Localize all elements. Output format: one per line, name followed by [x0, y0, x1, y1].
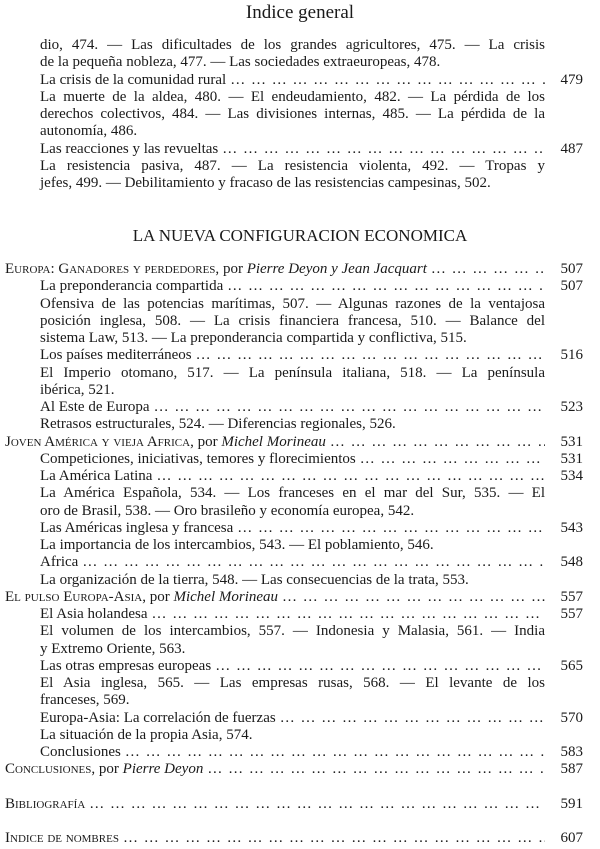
toc-entry-body [5, 434, 545, 451]
page-number: 531 [560, 433, 583, 450]
page-number: 587 [560, 761, 583, 778]
toc-description-line: posición inglesa, 508. — La crisis financiera francesa, 510. — Balance del [40, 312, 545, 329]
chapter-title: Joven América y vieja Africa, [5, 433, 194, 450]
toc-entry-label: Al Este de Europa [40, 399, 150, 415]
page-number: 516 [560, 347, 583, 364]
toc-bibliografia [0, 796, 600, 813]
toc-description-line: ibérica, 521. [40, 381, 115, 398]
toc-section [0, 261, 600, 779]
toc-entry-label [5, 261, 431, 278]
toc-description-line: La muerte de la aldea, 480. — El endeudamiento, 482. — La pérdida de los [40, 88, 545, 105]
toc-entry[interactable] [0, 468, 600, 485]
author-name: Michel Morineau [173, 588, 279, 605]
dot-leader [89, 796, 545, 813]
toc-entry-body [40, 710, 545, 727]
toc-entry[interactable] [0, 710, 600, 727]
page-number: 557 [560, 606, 583, 622]
page-number: 507 [560, 261, 583, 277]
dot-leader [196, 347, 545, 364]
dot-leader [151, 606, 545, 623]
toc-entry-body [5, 261, 545, 278]
toc-entry[interactable] [0, 261, 600, 278]
page-number: 531 [560, 450, 583, 467]
page-number: 548 [560, 554, 583, 571]
page-number: 583 [560, 744, 583, 760]
page-number: 507 [560, 278, 583, 295]
toc-description-line: franceses, 569. [40, 692, 130, 709]
toc-entry-body [40, 658, 545, 675]
toc-entry-label: El Asia holandesa [40, 606, 148, 622]
toc-entry[interactable] [0, 761, 600, 778]
dot-leader [330, 434, 545, 451]
dot-leader [123, 830, 545, 847]
dot-leader [215, 658, 545, 675]
page-number: 607 [560, 830, 583, 846]
toc-entry-body [40, 141, 545, 158]
toc-entry-body [40, 468, 545, 485]
page-title: Indice general [245, 2, 355, 23]
toc-description-line: y Extremo Oriente, 563. [40, 640, 186, 657]
toc-entry[interactable] [0, 141, 600, 158]
dot-leader [222, 141, 545, 158]
toc-description-line: El Imperio otomano, 517. — La península italiana, 518. — La península [40, 364, 545, 381]
toc-entry-label [5, 434, 330, 451]
toc-entry[interactable] [0, 399, 600, 416]
toc-entry-body [40, 606, 545, 623]
toc-description-line: Ofensiva de las potencias marítimas, 507. — Algunas razones de la ventajosa [40, 295, 545, 312]
por-text: por [193, 433, 222, 450]
toc-entry[interactable] [0, 554, 600, 571]
toc-entry-body [5, 830, 545, 847]
toc-entry-body [5, 796, 545, 813]
author-name: Pierre Deyon y Jean Jacquart [246, 261, 427, 277]
chapter-title: Conclusiones, [5, 761, 96, 778]
toc-entry-body [5, 761, 545, 778]
author-name: Michel Morineau [221, 433, 326, 450]
toc-description-line: derechos colectivos, 484. — Las divisiones internas, 485. — La pérdida de la [40, 106, 545, 122]
toc-indice-nombres [0, 830, 600, 847]
page-number: 523 [560, 399, 583, 415]
toc-entry-label: Las otras empresas europeas [40, 657, 212, 674]
toc-continuation [0, 37, 600, 192]
toc-description-line: autonomía, 486. [40, 123, 138, 140]
dot-leader [154, 399, 545, 416]
toc-description-line: de la pequeña nobleza, 477. — Las sociedades extraeuropeas, 478. [40, 54, 441, 71]
toc-entry-body [5, 589, 545, 606]
page-number: 591 [560, 796, 583, 812]
toc-entry[interactable] [0, 744, 600, 761]
toc-entry-label: Africa [40, 554, 79, 571]
toc-entry[interactable] [0, 451, 600, 468]
toc-entry[interactable] [0, 347, 600, 364]
dot-leader [156, 468, 545, 485]
toc-entry-body [40, 72, 545, 89]
toc-entry-label: La América Latina [40, 468, 153, 484]
toc-description-line: jefes, 499. — Debilitamiento y fracaso de las resistencias campesinas, 502. [40, 175, 491, 191]
toc-entry-label [5, 589, 282, 606]
dot-leader [230, 72, 545, 89]
toc-entry[interactable] [0, 830, 600, 847]
toc-entry-label: Conclusiones [40, 744, 121, 760]
toc-entry-body [40, 554, 545, 571]
author-name: Pierre Deyon [122, 761, 204, 778]
toc-entry-label: Indice de nombres [5, 830, 119, 846]
chapter-title: Europa: Ganadores y perdedores, [5, 261, 220, 277]
chapter-title: El pulso Europa-Asia, [5, 588, 146, 605]
toc-entry[interactable] [0, 796, 600, 813]
dot-leader [280, 710, 545, 727]
toc-entry-label: Las reacciones y las revueltas [40, 140, 219, 157]
dot-leader [227, 278, 545, 295]
toc-description-line: oro de Brasil, 538. — Oro brasileño y economía europea, 542. [40, 502, 415, 519]
toc-description-line: La situación de la propia Asia, 574. [40, 726, 253, 743]
toc-description-line: El volumen de los intercambios, 557. — Indonesia y Malasia, 561. — India [40, 623, 545, 640]
page-number: 479 [560, 71, 583, 88]
page-number: 557 [560, 588, 583, 605]
toc-entry-body [40, 278, 545, 295]
toc-entry[interactable] [0, 520, 600, 537]
dot-leader [82, 554, 545, 571]
toc-description-line: sistema Law, 513. — La preponderancia compartida y conflictiva, 515. [40, 330, 467, 346]
dot-leader [360, 451, 545, 468]
por-text: por [219, 261, 247, 277]
toc-entry-body [40, 520, 545, 537]
toc-entry-label: Los países mediterráneos [40, 347, 192, 364]
toc-entry-label: La preponderancia compartida [40, 278, 224, 295]
toc-entry[interactable] [0, 658, 600, 675]
toc-entry-body [40, 451, 545, 468]
toc-description-line: La organización de la tierra, 548. — Las consecuencias de la trata, 553. [40, 571, 469, 588]
dot-leader [207, 761, 545, 778]
toc-entry-label: Competiciones, iniciativas, temores y florecimientos [40, 450, 356, 467]
dot-leader [282, 589, 545, 606]
toc-entry[interactable] [0, 434, 600, 451]
por-text: por [95, 761, 123, 778]
dot-leader [431, 261, 545, 278]
section-heading: LA NUEVA CONFIGURACION ECONOMICA [132, 226, 468, 245]
dot-leader [125, 744, 545, 761]
toc-entry-label [5, 761, 207, 778]
toc-description-line: Retrasos estructurales, 524. — Diferencias regionales, 526. [40, 416, 396, 433]
page-number: 565 [560, 657, 583, 674]
toc-entry-body [40, 399, 545, 416]
toc-description-line: El Asia inglesa, 565. — Las empresas rusas, 568. — El levante de los [40, 675, 545, 691]
toc-entry-body [40, 744, 545, 761]
toc-entry-body [40, 347, 545, 364]
page-number: 543 [560, 519, 583, 536]
page-number: 487 [560, 140, 583, 157]
por-text: por [145, 588, 174, 605]
toc-entry-label: Europa-Asia: La correlación de fuerzas [40, 709, 276, 726]
toc-entry[interactable] [0, 72, 600, 89]
toc-entry[interactable] [0, 278, 600, 295]
toc-description-line: dio, 474. — Las dificultades de los grandes agricultores, 475. — La crisis [40, 37, 545, 53]
toc-description-line: La importancia de los intercambios, 543. — El poblamiento, 546. [40, 537, 434, 553]
toc-description-line: La América Española, 534. — Los franceses en el mar del Sur, 535. — El [40, 485, 545, 502]
dot-leader [237, 520, 545, 537]
page-number: 534 [560, 468, 583, 484]
toc-entry[interactable] [0, 589, 600, 606]
toc-description-line: La resistencia pasiva, 487. — La resistencia violenta, 492. — Tropas y [40, 157, 545, 174]
toc-entry-label: La crisis de la comunidad rural [40, 71, 227, 88]
toc-entry[interactable] [0, 606, 600, 623]
toc-entry-label: Bibliografía [5, 796, 86, 812]
toc-entry-label: Las Américas inglesa y francesa [40, 519, 234, 536]
page-number: 570 [560, 709, 583, 726]
